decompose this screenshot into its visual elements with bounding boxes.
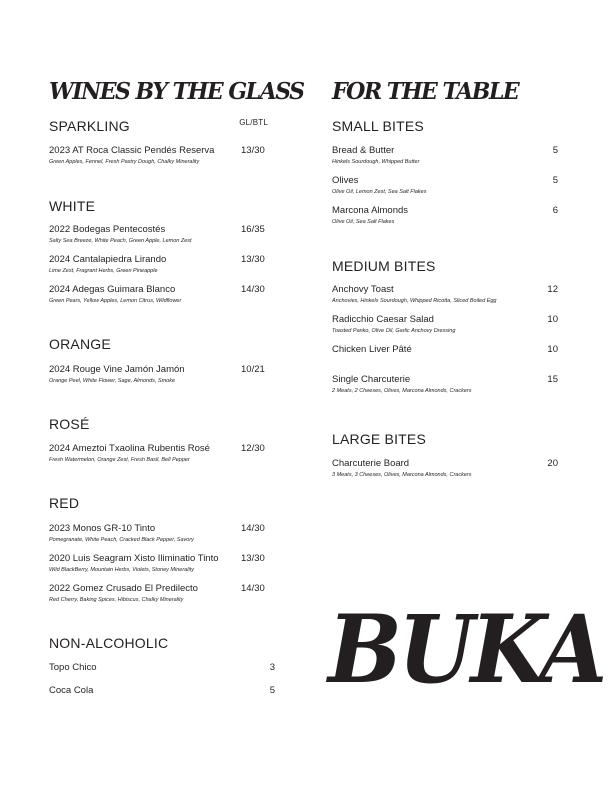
section-title: ROSÉ <box>49 416 90 432</box>
item-name: Charcuterie Board <box>332 458 410 469</box>
section-title: SPARKLING <box>49 118 130 134</box>
item-description: Red Cherry, Baking Spices, Hibiscus, Chalky Minerality <box>49 597 184 603</box>
item-price: 14/30 <box>241 523 265 534</box>
item-description: Toasted Panko, Olive Oil, Garlic Anchovy Dressing <box>332 328 456 334</box>
item-price: 14/30 <box>241 583 265 594</box>
menu-item <box>49 685 275 697</box>
item-price: 6 <box>552 205 558 216</box>
table-title: FOR THE TABLE <box>332 78 519 105</box>
section-title: MEDIUM BITES <box>332 258 436 274</box>
item-name: 2023 Monos GR-10 Tinto <box>49 523 156 534</box>
menu-item <box>332 175 558 196</box>
menu-item <box>49 443 275 464</box>
section-title: NON-ALCOHOLIC <box>49 635 169 651</box>
item-price: 13/30 <box>241 254 265 265</box>
item-name: Chicken Liver Pâté <box>332 344 412 355</box>
section-title: ORANGE <box>49 336 111 352</box>
section-orange <box>49 335 275 353</box>
item-name: Anchovy Toast <box>332 284 394 295</box>
item-description: Olive Oil, Sea Salt Flakes <box>332 219 395 225</box>
section-title: LARGE BITES <box>332 431 427 447</box>
item-description: Lime Zest, Fragrant Herbs, Green Pineapple <box>49 268 158 274</box>
item-price: 10 <box>547 314 558 325</box>
item-name: Bread & Butter <box>332 145 395 156</box>
item-price: 10 <box>547 344 558 355</box>
menu-item <box>332 284 558 305</box>
item-name: 2022 Gomez Crusado El Predilecto <box>49 583 198 594</box>
item-price: 12/30 <box>241 443 265 454</box>
section-white <box>49 197 275 215</box>
item-description: 2 Meats, 2 Cheeses, Olives, Marcona Almonds, Crackers <box>332 388 472 394</box>
menu-item <box>49 284 275 305</box>
item-description: Salty Sea Breeze, White Peach, Green Apple, Lemon Zest <box>49 238 192 244</box>
menu-item <box>49 523 275 544</box>
menu-item <box>49 583 275 604</box>
item-price: 5 <box>552 175 558 186</box>
item-description: Anchovies, Hinkels Sourdough, Whipped Ricotta, Sliced Boiled Egg <box>332 298 497 304</box>
section-rose <box>49 415 275 433</box>
menu-item <box>49 553 275 574</box>
menu-item <box>332 458 558 479</box>
section-title: SMALL BITES <box>332 118 424 134</box>
item-price: 16/35 <box>241 224 265 235</box>
item-price: 15 <box>547 374 558 385</box>
wines-title: WINES BY THE GLASS <box>49 78 304 105</box>
item-name: 2020 Luis Seagram Xisto Iliminatio Tinto <box>49 553 219 564</box>
item-name: 2024 Cantalapiedra Lirando <box>49 254 167 265</box>
item-description: Green Apples, Fennel, Fresh Pastry Dough, Chalky Minerality <box>49 159 200 165</box>
item-price: 3 <box>269 662 275 673</box>
item-description: Olive Oil, Lemon Zest, Sea Salt Flakes <box>332 189 427 195</box>
item-price: 12 <box>547 284 558 295</box>
item-name: Radicchio Caesar Salad <box>332 314 434 325</box>
section-medium-bites <box>332 257 558 275</box>
item-price: 5 <box>552 145 558 156</box>
item-price: 5 <box>269 685 275 696</box>
section-sparkling <box>49 117 275 135</box>
item-name: Single Charcuterie <box>332 374 411 385</box>
item-name: 2024 Ameztoi Txaolina Rubentis Rosé <box>49 443 210 454</box>
item-price: 13/30 <box>241 553 265 564</box>
item-description: Wild BlackBerry, Mountain Herbs, Violets, Stoney Minerality <box>49 567 194 573</box>
menu-item <box>332 314 558 335</box>
item-name: 2022 Bodegas Pentecostés <box>49 224 166 235</box>
menu-item <box>332 205 558 226</box>
item-name: Coca Cola <box>49 685 94 696</box>
menu-item <box>332 344 558 356</box>
section-red <box>49 494 275 512</box>
item-description: Orange Peel, White Flower, Sage, Almonds, Smoke <box>49 378 176 384</box>
item-name: 2024 Rouge Vine Jamón Jamón <box>49 364 185 375</box>
menu-item <box>49 254 275 275</box>
item-name: 2024 Adegas Guimara Blanco <box>49 284 176 295</box>
item-name: Topo Chico <box>49 662 97 673</box>
buka-logo: BUKA <box>328 595 604 705</box>
item-description: 3 Meats, 3 Cheeses, Olives, Marcona Almonds, Crackers <box>332 472 472 478</box>
item-price: 20 <box>547 458 558 469</box>
menu-item <box>49 662 275 674</box>
section-small-bites <box>332 117 558 135</box>
item-description: Green Pears, Yellow Apples, Lemon Citrus, Wildflower <box>49 298 182 304</box>
menu-item <box>49 145 275 166</box>
item-price: 10/21 <box>241 364 265 375</box>
section-large-bites <box>332 430 558 448</box>
menu-item <box>332 374 558 395</box>
menu-item <box>49 224 275 245</box>
item-price: 13/30 <box>241 145 265 156</box>
section-non-alcoholic <box>49 634 275 652</box>
item-price: 14/30 <box>241 284 265 295</box>
item-description: Fresh Watermelon, Orange Zest, Fresh Basil, Bell Pepper <box>49 457 190 463</box>
section-title: WHITE <box>49 198 96 214</box>
item-name: 2023 AT Roca Classic Pendés Reserva <box>49 145 215 156</box>
menu-item <box>49 364 275 385</box>
item-description: Hinkels Sourdough, Whipped Butter <box>332 159 420 165</box>
menu-item <box>332 145 558 166</box>
item-name: Olives <box>332 175 359 186</box>
item-description: Pomegranate, White Peach, Cracked Black Pepper, Savory <box>49 537 194 543</box>
glass-bottle-header: GL/BTL <box>239 118 268 127</box>
section-title: RED <box>49 495 80 511</box>
item-name: Marcona Almonds <box>332 205 409 216</box>
